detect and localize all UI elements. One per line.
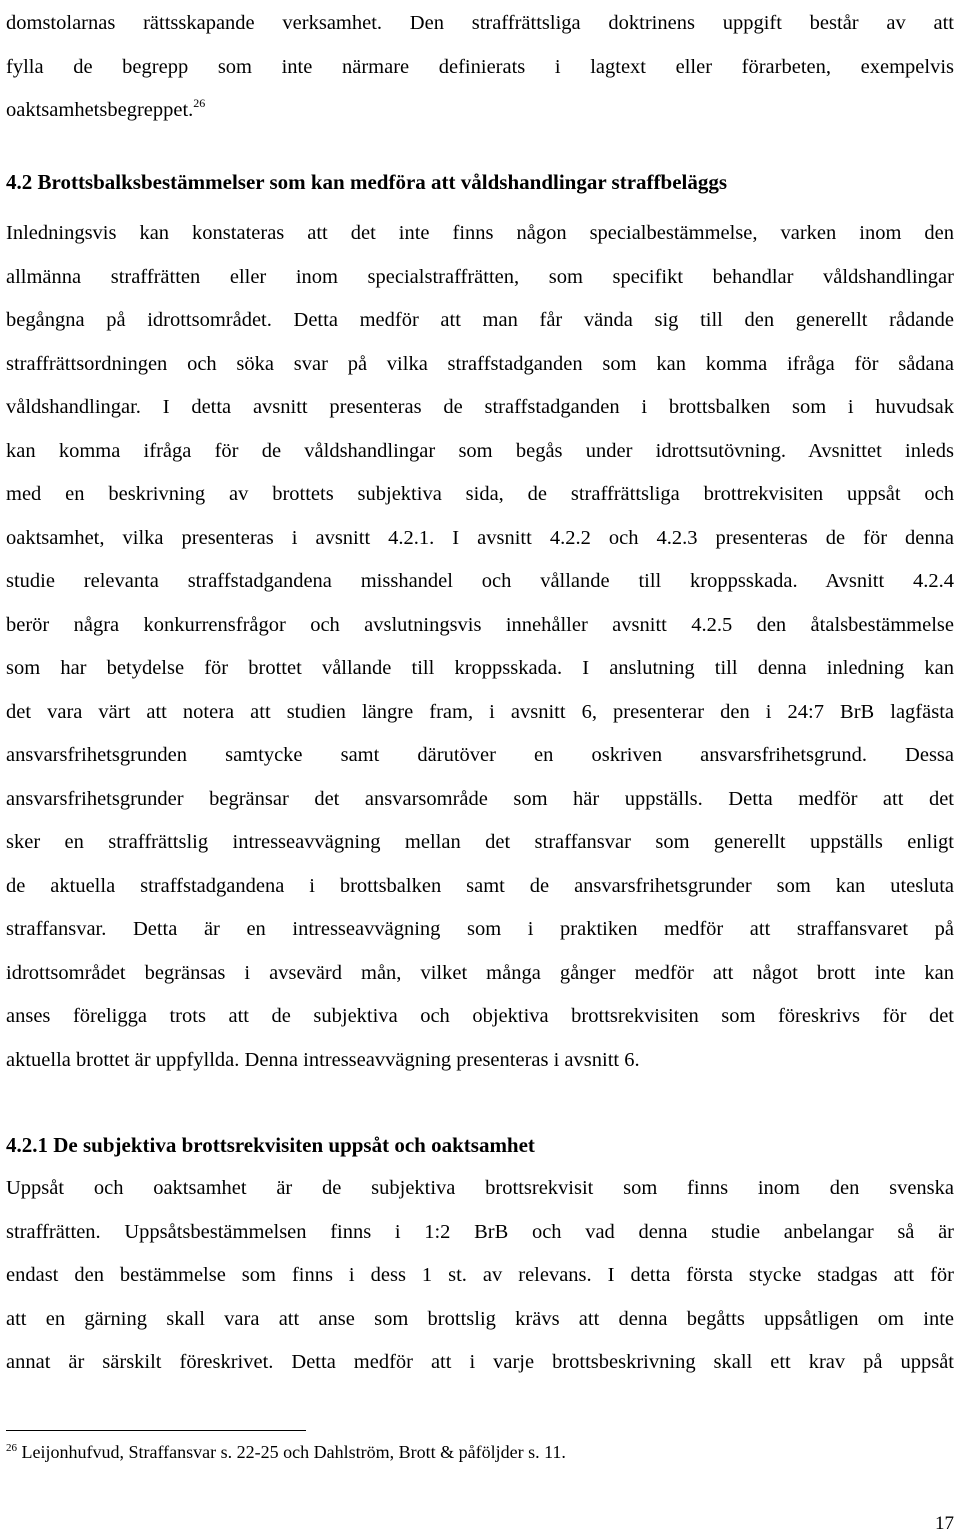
section-4-2-body — [6, 212, 954, 1082]
text-line: Inledningsvis kan konstateras att det inte finns någon specialbestämmelse, varken inom den — [6, 222, 954, 244]
text-line: fylla de begrepp som inte närmare definierats i lagtext eller förarbeten, exempelvis — [6, 55, 954, 78]
text-line: straffansvar. Detta är en intresseavvägning som i praktiken medför att straffansvaret på — [6, 918, 954, 940]
text-line: de aktuella straffstadgandena i brottsbalken samt de ansvarsfrihetsgrunder som kan utesluta — [6, 874, 954, 897]
text-line: studie relevanta straffstadgandena misshandel och vållande till kroppsskada. Avsnitt 4.2.4 — [6, 570, 954, 592]
text-line: sker en straffrättslig intresseavvägning mellan det straffansvar som generellt uppställs enligt — [6, 831, 954, 853]
text-line: det vara värt att notera att studien längre fram, i avsnitt 6, presenterar den i 24:7 BrB lagfästa — [6, 700, 954, 723]
text-line: endast den bestämmelse som finns i dess 1 st. av relevans. I detta första stycke stadgas att för — [6, 1264, 954, 1286]
text-line: Uppsåt och oaktsamhet är de subjektiva brottsrekvisit som finns inom den svenska — [6, 1177, 954, 1199]
text-line: idrottsområdet begränsas i avsevärd mån, vilket många gånger medför att något brott inte kan — [6, 961, 954, 984]
section-heading-4-2-1: 4.2.1 De subjektiva brottsrekvisiten uppsåt och oaktsamhet — [6, 1133, 535, 1157]
text-line: ansvarsfrihetsgrunder begränsar det ansvarsområde som här uppställs. Detta medför att det — [6, 787, 954, 810]
text-line: allmänna straffrätten eller inom specialstraffrätten, som specifikt behandlar våldshandlingar — [6, 265, 954, 288]
footnote — [6, 1442, 566, 1463]
section-heading-4-2: 4.2 Brottsbalksbestämmelser som kan medföra att våldshandlingar straffbeläggs — [6, 170, 728, 194]
text-line: begångna på idrottsområdet. Detta medför att man får vända sig till den generellt rådande — [6, 309, 954, 331]
text-line: som har betydelse för brottet vållande till kroppsskada. I anslutning till denna inledning kan — [6, 657, 954, 679]
text-line: med en beskrivning av brottets subjektiva sida, de straffrättsliga brottrekvisiten uppsåt och — [6, 483, 954, 505]
text-line: annat är särskilt föreskrivet. Detta medför att i varje brottsbeskrivning skall ett krav på uppsåt — [6, 1351, 954, 1373]
text-line-content: oaktsamhetsbegreppet. — [6, 99, 194, 121]
footnote-text: Leijonhufvud, Straffansvar s. 22-25 och Dahlström, Brott & påföljder s. 11. — [21, 1442, 566, 1462]
footnote-separator — [6, 1430, 306, 1431]
text-line: oaktsamhet, vilka presenteras i avsnitt 4.2.1. I avsnitt 4.2.2 och 4.2.3 presenteras de för denna — [6, 526, 954, 549]
text-line: domstolarnas rättsskapande verksamhet. Den straffrättsliga doktrinens uppgift består av att — [6, 12, 954, 34]
text-line — [6, 89, 954, 133]
page-number: 17 — [935, 1513, 954, 1534]
top-paragraph — [6, 2, 954, 133]
text-line: våldshandlingar. I detta avsnitt presenteras de straffstadganden i brottsbalken som i huvudsak — [6, 396, 954, 418]
text-line: ansvarsfrihetsgrunden samtycke samt därutöver en oskriven ansvarsfrihetsgrund. Dessa — [6, 744, 954, 766]
text-line: berör några konkurrensfrågor och avslutningsvis innehåller avsnitt 4.2.5 den åtalsbestämmelse — [6, 613, 954, 636]
text-line: straffrättsordningen och söka svar på vilka straffstadganden som kan komma ifråga för sådana — [6, 352, 954, 375]
text-line: att en gärning skall vara att anse som brottslig krävs att denna begåtts uppsåtligen om inte — [6, 1307, 954, 1330]
footnote-reference: 26 — [193, 96, 206, 110]
text-line: straffrätten. Uppsåtsbestämmelsen finns i 1:2 BrB och vad denna studie anbelangar så är — [6, 1220, 954, 1243]
text-line: kan komma ifråga för de våldshandlingar som begås under idrottsutövning. Avsnittet inleds — [6, 439, 954, 462]
footnote-number: 26 — [6, 1442, 17, 1454]
text-line: anses föreligga trots att de subjektiva och objektiva brottsrekvisiten som föreskrivs för det — [6, 1005, 954, 1027]
document-page — [6, 0, 954, 1537]
section-4-2-1-body — [6, 1167, 954, 1385]
text-line: aktuella brottet är uppfyllda. Denna intresseavvägning presenteras i avsnitt 6. — [6, 1048, 640, 1071]
